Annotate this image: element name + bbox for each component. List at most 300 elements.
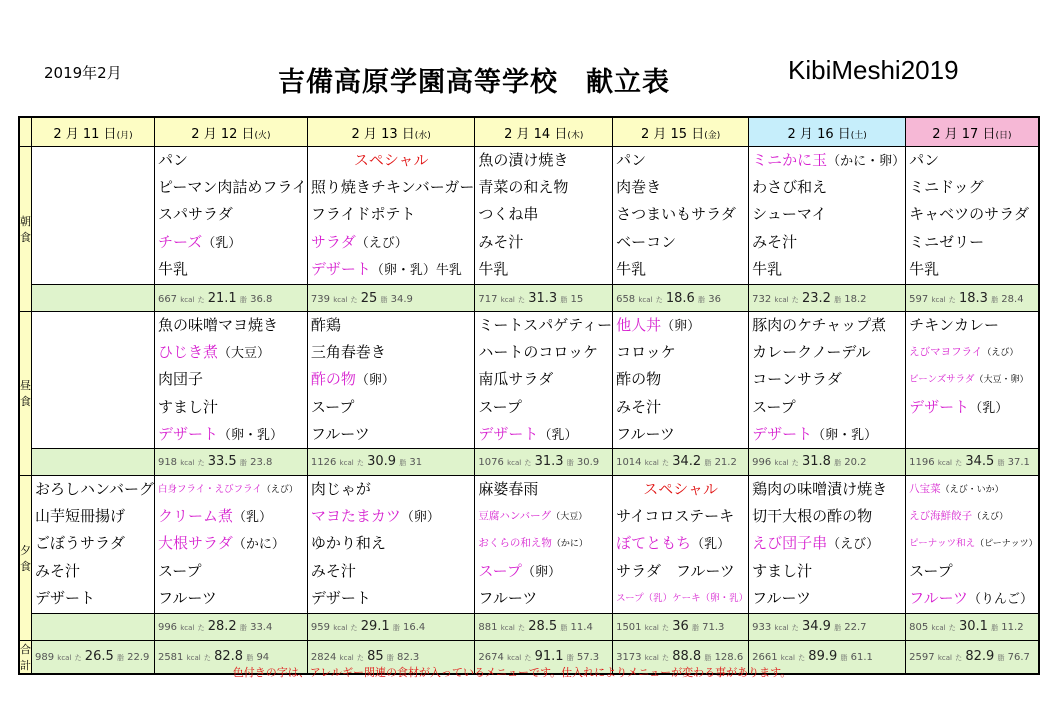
fat-unit: 脂 xyxy=(246,654,254,663)
menu-item xyxy=(308,174,475,201)
fat-value: 21.2 xyxy=(714,457,737,469)
protein-value: 31.3 xyxy=(534,454,564,470)
menu-item-name: サラダ フルーツ xyxy=(616,561,735,580)
protein-unit: た xyxy=(518,624,526,633)
protein-value: 89.9 xyxy=(808,649,838,665)
fat-value: 11.2 xyxy=(1001,622,1024,634)
menu-item-name: デザート xyxy=(478,424,539,443)
menu-item-name: マヨたまカツ xyxy=(310,507,401,526)
menu-item xyxy=(155,312,307,339)
menu-item-name: 牛乳 xyxy=(752,259,783,278)
energy-unit: kcal xyxy=(644,459,659,468)
nutrition-cell xyxy=(307,613,475,640)
menu-item xyxy=(613,366,748,393)
menu-item-name: 酢鶏 xyxy=(310,316,341,334)
energy-value: 959 xyxy=(310,622,330,634)
menu-item xyxy=(475,339,612,366)
fat-value: 30.9 xyxy=(576,457,600,469)
fat-value: 36.8 xyxy=(250,293,273,305)
energy-unit: kcal xyxy=(507,654,522,663)
allergen-note: （えび） xyxy=(982,348,1019,359)
day-weekday: (火) xyxy=(254,130,271,141)
day-date: 2 月 15 日 xyxy=(640,126,705,142)
day-date: 2 月 11 日 xyxy=(53,126,117,142)
nutrition-cell xyxy=(32,285,155,312)
menu-item-name: えびマヨフライ xyxy=(909,346,983,359)
menu-item-name: 豚肉のケチャップ煮 xyxy=(752,316,887,334)
menu-item xyxy=(308,558,475,585)
protein-unit: た xyxy=(948,624,956,633)
fat-unit: 脂 xyxy=(698,295,706,304)
energy-unit: kcal xyxy=(180,295,195,304)
menu-item-name: みそ汁 xyxy=(478,232,524,251)
protein-unit: た xyxy=(350,295,358,304)
allergen-note: （大豆・卵） xyxy=(974,375,1029,386)
menu-item-name: 八宝菜 xyxy=(909,482,941,495)
fat-unit: 脂 xyxy=(704,459,712,468)
nutrition-cell xyxy=(154,613,307,640)
menu-item-name: スパサラダ xyxy=(157,205,233,224)
lunch-cell xyxy=(154,312,307,449)
menu-item-name: パン xyxy=(616,151,647,169)
dinner-cell xyxy=(475,475,613,613)
menu-item-name: スープ（乳）ケーキ（卵・乳） xyxy=(616,592,749,604)
menu-item xyxy=(613,229,748,256)
menu-item xyxy=(906,558,1037,585)
menu-item-name: 肉じゃが xyxy=(310,479,371,498)
dinner-cell xyxy=(906,475,1039,613)
menu-item xyxy=(155,585,307,612)
menu-item-name: フルーツ xyxy=(157,588,217,607)
dinner-row xyxy=(19,475,1039,613)
menu-item xyxy=(308,476,475,503)
menu-item xyxy=(906,530,1037,557)
menu-item-name: パン xyxy=(157,151,188,169)
menu-item xyxy=(749,558,905,585)
menu-item xyxy=(613,339,748,366)
menu-item xyxy=(308,394,475,421)
energy-value: 2674 xyxy=(478,652,504,664)
energy-unit: kcal xyxy=(333,295,348,304)
protein-value: 85 xyxy=(367,649,384,665)
fat-value: 33.4 xyxy=(250,622,273,634)
menu-item-name: すまし汁 xyxy=(752,561,813,580)
allergen-note: （卵・乳） xyxy=(217,427,283,443)
menu-item xyxy=(155,229,307,256)
fat-value: 15 xyxy=(570,293,584,305)
protein-value: 29.1 xyxy=(360,619,390,635)
day-date: 2 月 13 日 xyxy=(351,126,415,142)
energy-value: 732 xyxy=(752,293,772,305)
breakfast-cell xyxy=(307,147,475,285)
menu-item xyxy=(906,585,1037,612)
menu-table xyxy=(18,116,1040,675)
menu-item-name: ぼてともち xyxy=(616,534,692,553)
menu-item-name: すまし汁 xyxy=(157,397,218,416)
nutrition-cell xyxy=(906,285,1039,312)
menu-item-name: スープ xyxy=(478,561,522,580)
menu-item xyxy=(906,476,1037,503)
menu-item-name: フルーツ xyxy=(616,424,675,443)
breakfast-cell xyxy=(906,147,1039,285)
menu-item xyxy=(308,585,475,612)
menu-item xyxy=(155,421,307,448)
energy-value: 2597 xyxy=(909,652,935,664)
nutrition-cell xyxy=(32,448,155,475)
menu-item xyxy=(613,201,748,228)
dinner-cell xyxy=(154,475,307,613)
fat-unit: 脂 xyxy=(834,624,842,633)
menu-item xyxy=(906,503,1037,530)
fat-value: 11.4 xyxy=(570,622,593,634)
fat-unit: 脂 xyxy=(997,654,1005,663)
menu-item-name: 牛乳 xyxy=(157,259,188,278)
menu-item-name: みそ汁 xyxy=(752,232,798,251)
menu-item xyxy=(613,585,748,612)
day-header xyxy=(475,117,613,147)
menu-item-name: 大根サラダ xyxy=(157,534,233,553)
energy-unit: kcal xyxy=(644,624,659,633)
menu-item-name: 他人丼 xyxy=(616,316,662,334)
energy-value: 1501 xyxy=(616,622,642,634)
menu-item xyxy=(475,312,612,339)
menu-item-name: デザート xyxy=(752,424,813,443)
menu-item-name: デザート xyxy=(35,588,96,607)
protein-unit: た xyxy=(356,459,364,468)
menu-item-name: 肉団子 xyxy=(157,370,203,389)
menu-item-name: 牛乳 xyxy=(909,259,940,278)
energy-value: 717 xyxy=(478,293,498,305)
allergen-note: （乳） xyxy=(202,235,242,251)
fat-value: 20.2 xyxy=(844,457,867,469)
menu-item-name: 牛乳 xyxy=(478,259,509,278)
protein-value: 30.1 xyxy=(958,619,988,635)
menu-item xyxy=(308,503,475,530)
menu-item-name: みそ汁 xyxy=(616,397,662,416)
energy-unit: kcal xyxy=(339,459,354,468)
menu-item-name: 三角春巻き xyxy=(310,343,386,362)
day-weekday: (土) xyxy=(850,130,867,141)
meal-label-dinner: 夕食 xyxy=(19,475,32,640)
menu-item xyxy=(475,503,612,530)
protein-unit: た xyxy=(791,624,799,633)
menu-item-name: ミニかに玉 xyxy=(752,151,828,169)
protein-value: 31.3 xyxy=(528,290,558,306)
menu-item-name: 白身フライ・えびフライ xyxy=(157,483,262,495)
fat-unit: 脂 xyxy=(991,295,999,304)
menu-item-name: カレークノーデル xyxy=(752,343,871,362)
fat-unit: 脂 xyxy=(399,459,407,468)
protein-unit: た xyxy=(791,459,799,468)
fat-unit: 脂 xyxy=(239,459,247,468)
energy-value: 2661 xyxy=(752,652,778,664)
menu-item-name: スペシャル xyxy=(353,151,429,169)
protein-unit: た xyxy=(524,459,532,468)
allergen-note: （乳） xyxy=(691,537,731,553)
breakfast-cell xyxy=(154,147,307,285)
protein-unit: た xyxy=(955,654,963,663)
allergen-note: （卵） xyxy=(521,564,561,580)
day-header xyxy=(154,117,307,147)
energy-unit: kcal xyxy=(774,624,789,633)
menu-item xyxy=(155,339,307,366)
menu-item xyxy=(613,174,748,201)
menu-item xyxy=(475,147,612,174)
menu-item xyxy=(32,476,154,503)
lunch-row xyxy=(19,312,1039,449)
menu-item xyxy=(749,229,905,256)
protein-value: 18.6 xyxy=(665,290,695,306)
nutrition-cell xyxy=(906,613,1039,640)
fat-value: 23.8 xyxy=(250,457,273,469)
breakfast-cell xyxy=(613,147,749,285)
menu-item-name: ごぼうサラダ xyxy=(35,534,125,553)
allergen-note: （大豆） xyxy=(551,512,588,523)
energy-value: 881 xyxy=(478,622,498,634)
menu-item xyxy=(475,366,612,393)
fat-value: 57.3 xyxy=(576,652,600,664)
fat-value: 82.3 xyxy=(396,652,420,664)
menu-item xyxy=(308,229,475,256)
protein-value: 33.5 xyxy=(207,454,237,470)
menu-item xyxy=(906,201,1037,228)
lunch-cell xyxy=(749,312,906,449)
menu-item-name: ゆかり和え xyxy=(310,534,386,553)
menu-item xyxy=(613,394,748,421)
energy-unit: kcal xyxy=(333,624,348,633)
allergen-note: （かに） xyxy=(551,539,588,550)
menu-item-name: キャベツのサラダ xyxy=(909,205,1030,224)
protein-value: 88.8 xyxy=(672,649,702,665)
energy-unit: kcal xyxy=(339,654,354,663)
allergen-note: （えび） xyxy=(261,484,298,495)
fat-unit: 脂 xyxy=(834,459,842,468)
menu-item-name: 切干大根の酢の物 xyxy=(752,507,873,526)
allergen-note: （ピーナッツ） xyxy=(975,539,1038,550)
menu-item-name: 牛乳 xyxy=(616,259,647,278)
energy-unit: kcal xyxy=(931,624,946,633)
fat-value: 22.7 xyxy=(844,622,867,634)
nutrition-cell xyxy=(613,448,749,475)
menu-item xyxy=(749,585,905,612)
allergen-note: （卵） xyxy=(355,373,395,389)
menu-item-name: デザート xyxy=(310,588,371,607)
menu-item-name: ハートのコロッケ xyxy=(478,343,599,362)
nutrition-cell xyxy=(154,285,307,312)
allergen-note: （乳） xyxy=(538,427,578,443)
fat-value: 22.9 xyxy=(127,652,150,664)
lunch-cell xyxy=(32,312,155,449)
menu-item xyxy=(906,256,1037,283)
protein-value: 30.9 xyxy=(367,454,397,470)
fat-value: 61.1 xyxy=(850,652,873,664)
energy-value: 3173 xyxy=(616,652,642,664)
day-date: 2 月 16 日 xyxy=(787,126,851,142)
meal-label-total: 合計 xyxy=(19,640,32,674)
day-weekday: (金) xyxy=(704,130,721,141)
energy-unit: kcal xyxy=(937,459,952,468)
menu-item-name: チーズ xyxy=(157,232,203,251)
fat-value: 94 xyxy=(256,652,270,664)
protein-value: 28.2 xyxy=(207,619,237,635)
menu-item xyxy=(308,201,475,228)
energy-unit: kcal xyxy=(180,459,195,468)
dinner-cell xyxy=(749,475,906,613)
protein-value: 28.5 xyxy=(528,619,558,635)
fat-unit: 脂 xyxy=(691,624,699,633)
menu-item xyxy=(475,421,612,448)
nutrition-cell xyxy=(475,613,613,640)
menu-item xyxy=(475,174,612,201)
energy-value: 996 xyxy=(157,622,178,634)
menu-item-name: おくらの和え物 xyxy=(478,537,552,550)
menu-item-name: スープ xyxy=(909,561,953,580)
menu-item-name: スープ xyxy=(478,397,522,416)
menu-item xyxy=(308,256,475,283)
energy-value: 658 xyxy=(616,293,636,305)
energy-unit: kcal xyxy=(186,654,201,663)
menu-item xyxy=(613,558,748,585)
energy-value: 667 xyxy=(157,293,178,305)
protein-unit: た xyxy=(955,459,963,468)
menu-item-name: ミニゼリー xyxy=(909,232,985,251)
energy-value: 933 xyxy=(752,622,772,634)
lunch-cell xyxy=(307,312,475,449)
menu-item-name: コロッケ xyxy=(616,343,676,362)
menu-item xyxy=(155,558,307,585)
menu-item-name: 肉巻き xyxy=(616,178,662,197)
menu-item-name: ビーンズサラダ xyxy=(909,374,975,386)
fat-value: 31 xyxy=(409,457,423,469)
fat-value: 18.2 xyxy=(844,293,867,305)
menu-item xyxy=(475,585,612,612)
menu-item xyxy=(308,366,475,393)
protein-value: 34.5 xyxy=(965,454,995,470)
fat-unit: 脂 xyxy=(239,295,247,304)
menu-item xyxy=(155,394,307,421)
allergen-note: （大豆） xyxy=(217,346,270,362)
menu-item xyxy=(475,530,612,557)
menu-item xyxy=(906,312,1037,339)
menu-item-name: 青菜の和え物 xyxy=(478,178,569,197)
dinner-cell xyxy=(32,475,155,613)
fat-value: 16.4 xyxy=(403,622,426,634)
protein-unit: た xyxy=(662,624,670,633)
menu-item-name: ピーマン肉詰めフライ xyxy=(157,178,307,197)
nutrition-cell xyxy=(906,448,1039,475)
allergen-note: （乳） xyxy=(232,510,272,526)
menu-item xyxy=(155,201,307,228)
energy-unit: kcal xyxy=(507,459,522,468)
header-corner xyxy=(19,117,32,147)
dinner-nutrition-row xyxy=(19,613,1039,640)
menu-item-name: コーンサラダ xyxy=(752,370,842,389)
meal-label-breakfast: 朝食 xyxy=(19,147,32,312)
day-date: 2 月 17 日 xyxy=(932,126,996,142)
menu-item-name: サラダ xyxy=(310,232,356,251)
energy-unit: kcal xyxy=(774,295,789,304)
allergen-note: （乳） xyxy=(969,400,1009,416)
menu-item-name: 鶏肉の味噌漬け焼き xyxy=(752,479,888,498)
nutrition-cell xyxy=(749,448,906,475)
day-weekday: (水) xyxy=(414,130,431,141)
fat-value: 34.9 xyxy=(390,293,413,305)
fat-unit: 脂 xyxy=(991,624,999,633)
protein-value: 31.8 xyxy=(801,454,831,470)
menu-item xyxy=(613,476,748,503)
protein-value: 82.9 xyxy=(965,649,995,665)
menu-item xyxy=(155,256,307,283)
energy-value: 1196 xyxy=(909,457,935,469)
fat-value: 71.3 xyxy=(702,622,725,634)
page-title: 吉備高原学園高等学校 献立表 xyxy=(278,67,670,98)
menu-item-name: フライドポテト xyxy=(310,205,416,224)
energy-value: 996 xyxy=(752,457,772,469)
protein-value: 26.5 xyxy=(84,649,114,665)
protein-unit: た xyxy=(197,295,205,304)
menu-item-name: みそ汁 xyxy=(310,561,356,580)
fat-unit: 脂 xyxy=(840,654,848,663)
lunch-nutrition-row xyxy=(19,448,1039,475)
menu-item xyxy=(749,256,905,283)
fat-unit: 脂 xyxy=(997,459,1005,468)
menu-item xyxy=(906,174,1037,201)
allergy-note: 色付きの字は、アレルギー関連の食材が入っているメニューです。仕入れによりメニューが変わる事があります。 xyxy=(232,666,792,679)
menu-item xyxy=(749,366,905,393)
energy-value: 2824 xyxy=(310,652,337,664)
dinner-cell xyxy=(613,475,749,613)
lunch-cell xyxy=(475,312,613,449)
menu-item xyxy=(906,229,1037,256)
protein-unit: た xyxy=(350,624,358,633)
menu-item xyxy=(749,394,905,421)
nutrition-cell xyxy=(307,285,475,312)
menu-item xyxy=(308,421,475,448)
menu-item xyxy=(308,339,475,366)
dinner-cell xyxy=(307,475,475,613)
protein-value: 34.9 xyxy=(801,619,831,635)
day-header xyxy=(613,117,749,147)
menu-item-name: デザート xyxy=(157,424,218,443)
day-header xyxy=(749,117,906,147)
energy-value: 1076 xyxy=(478,457,504,469)
menu-item-name: スープ xyxy=(752,397,796,416)
menu-item-name: フルーツ xyxy=(478,588,538,607)
menu-item xyxy=(475,201,612,228)
energy-value: 1126 xyxy=(310,457,337,469)
menu-item xyxy=(613,503,748,530)
menu-item-name: クリーム煮 xyxy=(157,507,233,526)
protein-unit: た xyxy=(524,654,532,663)
energy-unit: kcal xyxy=(638,295,653,304)
menu-item-name: ひじき煮 xyxy=(157,343,218,362)
menu-item xyxy=(475,476,612,503)
menu-item xyxy=(32,558,154,585)
lunch-cell xyxy=(613,312,749,449)
protein-unit: た xyxy=(798,654,806,663)
breakfast-cell xyxy=(749,147,906,285)
menu-item-name: 魚の漬け焼き xyxy=(478,151,569,169)
menu-item-name: スープ xyxy=(310,397,355,416)
allergen-note: （えび） xyxy=(355,235,408,251)
nutrition-cell xyxy=(749,613,906,640)
protein-unit: た xyxy=(197,459,205,468)
fat-unit: 脂 xyxy=(560,295,568,304)
nutrition-cell xyxy=(613,613,749,640)
menu-item-name: サイコロステーキ xyxy=(616,507,735,526)
menu-item-name: 照り焼きチキンバーガー xyxy=(310,178,475,197)
menu-item xyxy=(749,421,905,448)
